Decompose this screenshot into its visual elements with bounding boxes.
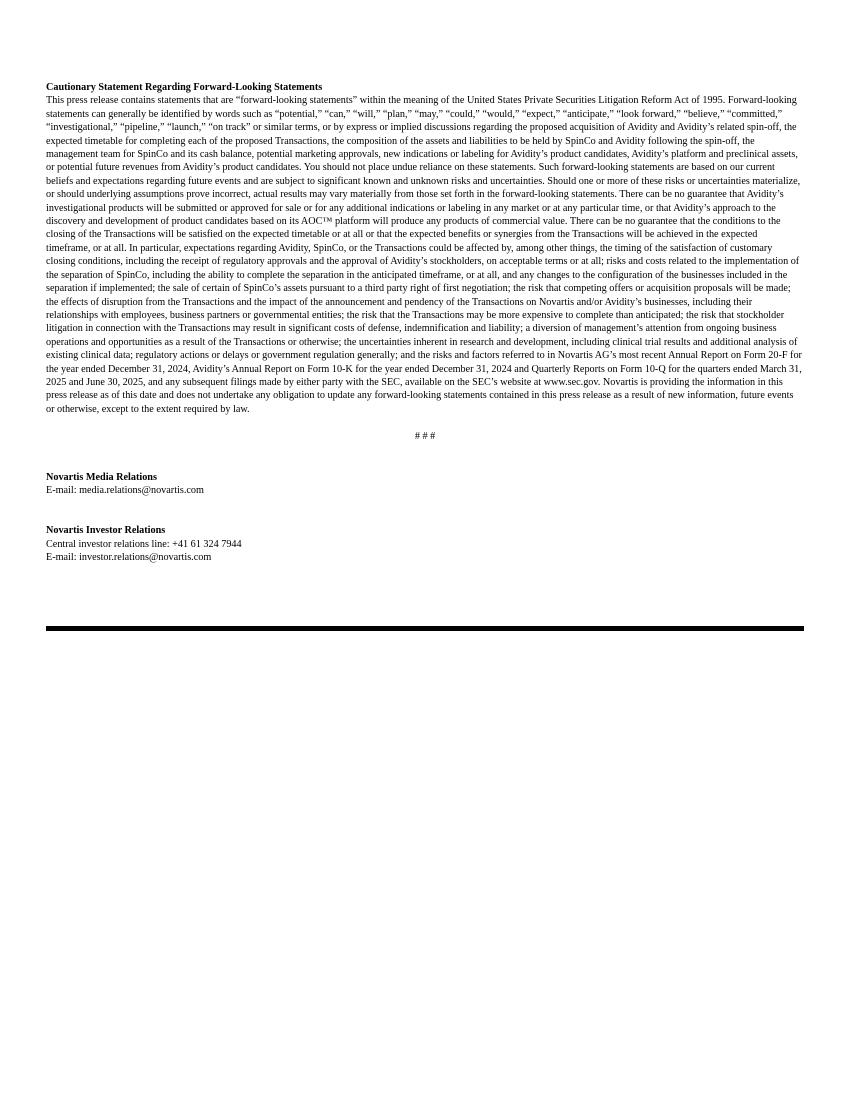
investor-relations-title: Novartis Investor Relations: [46, 525, 166, 537]
section-separator: # # #: [414, 431, 436, 443]
cautionary-body: This press release contains statements that are “forward-looking statements” within the meaning of the United States Private Securities Litigation Reform Act of 1995. Forward-looking statements can generally be identified by words such as “potential,” “can,” “will,” “plan,” “may,” “could,” “would,” “expect,” “anticipate,” “look forward,” “believe,” “committed,” “investigational,” “pipeline,” “launch,” “on track” or similar terms, or by express or implied discussions regarding the proposed acquisition of Avidity and Avidity’s related spin-off, the expected timetable for completing each of the proposed Transactions, the composition of the assets and liabilities to be held by SpinCo and Avidity following the spin-off, the management team for SpinCo and its cash balance, potential marketing approvals, new indications or labeling for Avidity’s product candidates, Avidity’s platform and preclinical assets, or potential future revenues from Avidity’s product candidates. You should not place undue reliance on these statements. Such forward-looking statements are based on our current beliefs and expectations regarding future events and are subject to significant known and unknown risks and uncertainties. Should one or more of these risks or uncertainties materialize, or should underlying assumptions prove incorrect, actual results may vary materially from those set forth in the forward-looking statements. There can be no guarantee that Avidity’s investigational products will be submitted or approved for sale or for any additional indications or labeling in any market or at any particular time, or that Avidity’s approach to the discovery and development of product candidates based on its AOC™ platform will produce any products of commercial value. There can be no guarantee that the conditions to the closing of the Transactions will be satisfied on the expected timetable or at all or that the expected benefits or synergies from the Transactions will be achieved in the expected timeframe, or at all. In particular, expectations regarding Avidity, SpinCo, or the Transactions could be affected by, among other things, the timing of the satisfaction of customary closing conditions, including the receipt of regulatory approvals and the approval of Avidity’s stockholders, on acceptable terms or at all; risks and costs related to the implementation of the separation of SpinCo, including the ability to complete the separation in the anticipated timeframe, or at all, and any changes to the configuration of the businesses included in the separation if implemented; the sale of certain of SpinCo’s assets pursuant to a third party right of first negotiation; the risk that competing offers or acquisition proposals will be made; the effects of disruption from the Transactions and the impact of the announcement and pendency of the Transactions on Novartis and/or Avidity’s businesses, including their relationships with employees, business partners or governmental entities; the risk that the Transactions may be more expensive to complete than anticipated; the risk that stockholder litigation in connection with the Transactions may result in significant costs of defense, indemnification and liability; a diversion of management’s attention from ongoing business operations and opportunities as a result of the Transactions or otherwise; the uncertainties inherent in research and development, including clinical trial results and additional analysis of existing clinical data; regulatory actions or delays or government regulation generally; and the risks and factors referred to in Novartis AG’s most recent Annual Report on Form 20-F for the year ended December 31, 2024, Avidity’s Annual Report on Form 10-K for the year ended December 31, 2024 and Quarterly Reports on Form 10-Q for the quarters ended March 31, 2025 and June 30, 2025, and any subsequent filings made by either party with the SEC, available on the SEC’s website at www.sec.gov. Novartis is providing the information in this press release as of this date and does not undertake any obligation to update any forward-looking statements contained in this press release as a result of new information, future events or otherwise, except to the extent required by law.: [46, 95, 802, 415]
document-page: [46, 81, 804, 565]
media-relations-title: Novartis Media Relations: [46, 471, 157, 483]
investor-relations-email: E-mail: investor.relations@novartis.com: [46, 552, 212, 564]
investor-relations-block: [46, 524, 804, 564]
media-relations-email: E-mail: media.relations@novartis.com: [46, 484, 204, 496]
cautionary-heading: Cautionary Statement Regarding Forward-Looking Statements: [46, 82, 323, 93]
cautionary-statement-section: [46, 81, 804, 416]
investor-relations-phone: Central investor relations line: +41 61 324 7944: [46, 538, 242, 550]
media-relations-block: [46, 471, 804, 498]
horizontal-rule: [46, 626, 804, 631]
